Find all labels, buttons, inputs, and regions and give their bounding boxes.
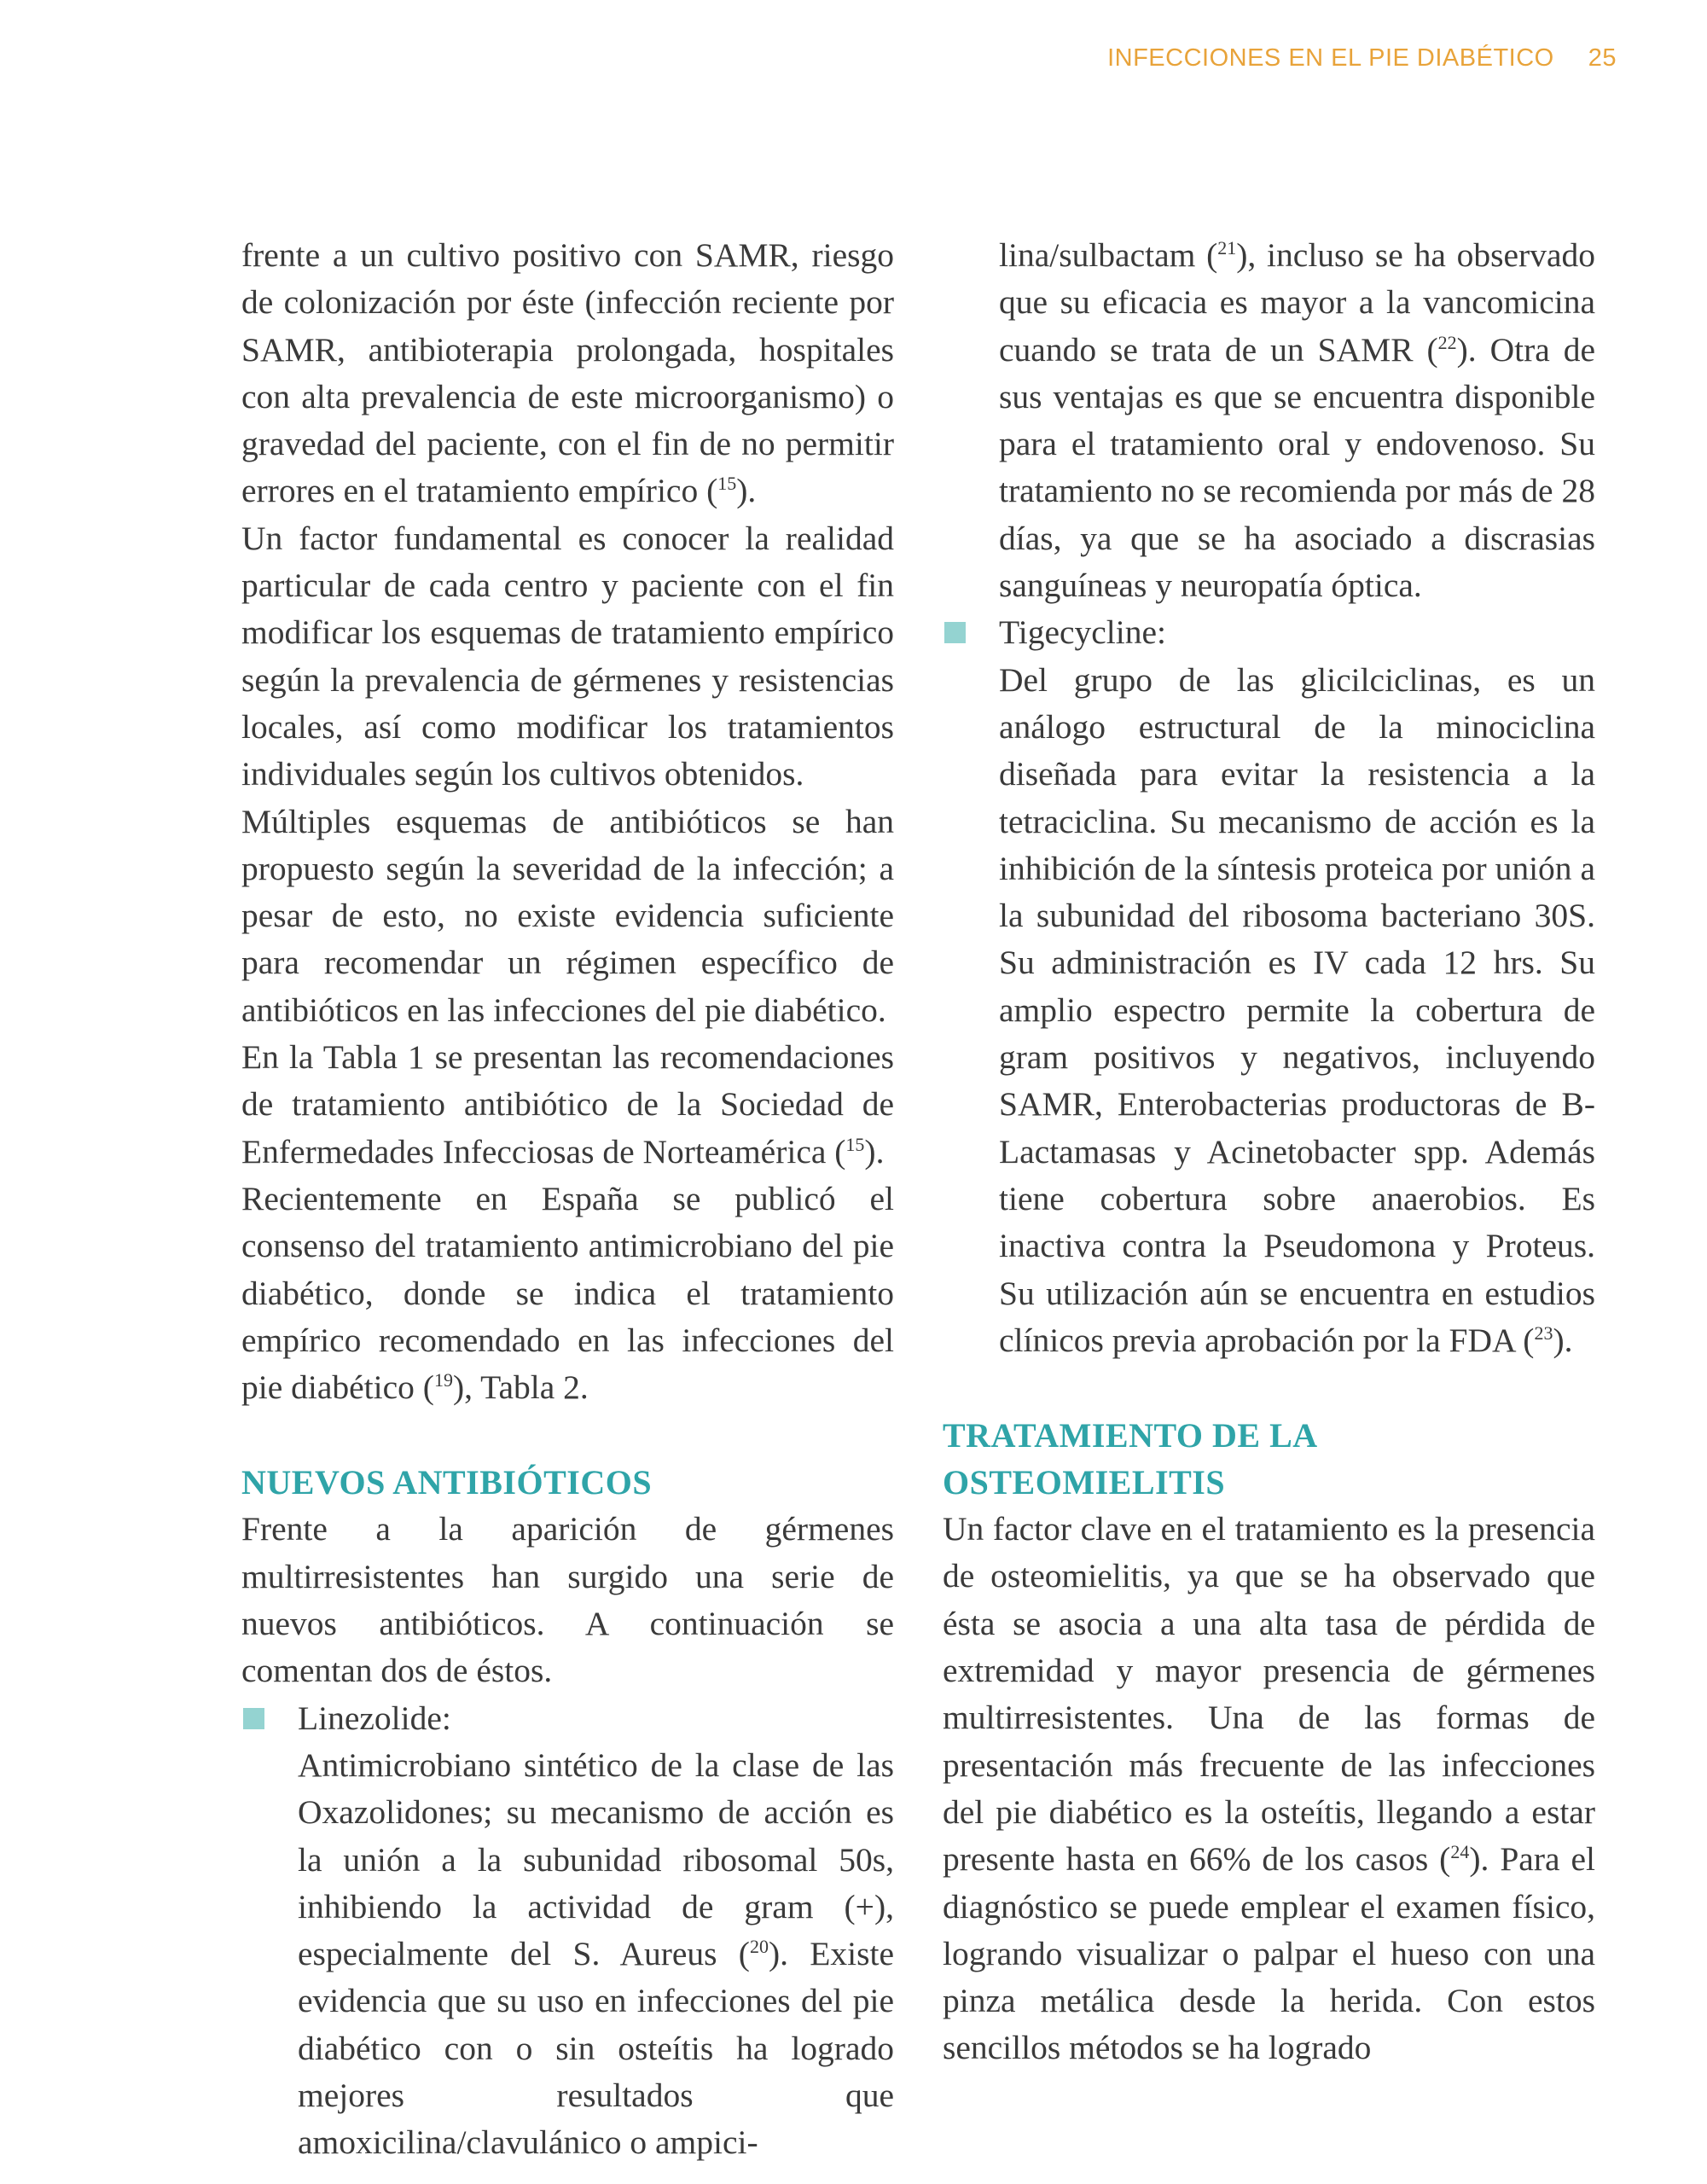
paragraph: En la Tabla 1 se presentan las recomendaciones de tratamiento antibiótico de la Sociedad de Enfermedades Infecciosas de Norteamérica ($^{15}$). (241, 1038, 894, 1170)
paragraph: Recientemente en España se publicó el consenso del tratamiento antimicrobiano del pie diabético, donde se indica el tratamiento empírico recomendado en las infecciones del pie diabético ($^{19}$), Tabla 2. (241, 1179, 894, 1407)
paragraph: Un factor clave en el tratamiento es la presencia de osteomielitis, ya que se ha observado que ésta se asocia a una alta tasa de pérdida de extremidad y mayor presencia de gérmenes multirresistentes. Una de las formas de presentación más frecuente de las infecciones del pie diabético es la osteítis, llegando a estar presente hasta en 66% de los casos ($^{24}$). Para el diagnóstico se puede emplear el examen físico, logrando visualizar o palpar el hueso con una pinza metálica desde la herida. Con estos sencillos métodos se ha logrado (943, 1510, 1595, 2067)
citation: 15 (717, 473, 737, 495)
bullet-title: Linezolide: (298, 1699, 451, 1737)
section-heading: NUEVOS ANTIBIÓTICOS (241, 1463, 653, 1502)
citation: 21 (1217, 236, 1237, 258)
citation: 19 (433, 1368, 453, 1391)
citation: 15 (845, 1133, 865, 1155)
bullet-item (241, 1695, 894, 2167)
bullet-square-icon (944, 622, 966, 643)
paragraph: Frente a la aparición de gérmenes multirresistentes han surgido una serie de nuevos antibióticos. A continuación se comentan dos de éstos. (241, 1510, 894, 1690)
header-title: INFECCIONES EN EL PIE DIABÉTICO (1107, 44, 1554, 72)
left-column (241, 232, 894, 2167)
section-heading: TRATAMIENTO DE LA OSTEOMIELITIS (943, 1416, 1318, 1502)
citation: 20 (749, 1935, 769, 1957)
right-column (943, 232, 1595, 2072)
paragraph: Múltiples esquemas de antibióticos se han propuesto según la severidad de la infección; a pesar de esto, no existe evidencia suficiente para recomendar un régimen específico de antibióticos en las infecciones del pie diabético. (241, 802, 894, 1029)
paragraph: Un factor fundamental es conocer la realidad particular de cada centro y paciente con el fin modificar los esquemas de tratamiento empírico según la prevalencia de gérmenes y resistencias locales, así como modificar los tratamientos individuales según los cultivos obtenidos. (241, 519, 894, 793)
citation: 24 (1450, 1841, 1470, 1863)
citation: 23 (1534, 1321, 1553, 1344)
bullet-text: Del grupo de las glicilciclinas, es un análogo estructural de la minociclina diseñada para evitar la resistencia a la tetraciclina. Su mecanismo de acción es la inhibición de la síntesis proteica por unión a la subunidad del ribosoma bacteriano 30S. Su administración es IV cada 12 hrs. Su amplio espectro permite la cobertura de gram positivos y negativos, incluyendo SAMR, Enterobacterias productoras de B-Lactamasas y Acinetobacter spp. Además tiene cobertura sobre anaerobios. Es inactiva contra la Pseudomona y Proteus. Su utilización aún se encuentra en estudios clínicos previa aprobación por la FDA ($^{23}$). (999, 660, 1595, 1359)
citation: 22 (1437, 331, 1457, 353)
bullet-title: Tigecycline: (999, 613, 1167, 652)
bullet-text: Antimicrobiano sintético de la clase de las Oxazolidones; su mecanismo de acción es la unión a la subunidad ribosomal 50s, inhibiendo la actividad de gram (+), especialmente del S. Aureus ($^{20}$). Existe evidencia que su uso en infecciones del pie diabético con o sin osteítis ha logrado mejores resultados que amoxicilina/clavulánico o ampici- (298, 1745, 895, 2162)
bullet-square-icon (243, 1708, 264, 1729)
bullet-continuation (943, 232, 1595, 609)
paragraph: frente a un cultivo positivo con SAMR, riesgo de colonización por éste (infección reciente por SAMR, antibioterapia prolongada, hospitales con alta prevalencia de este microorganismo) o gravedad del paciente, con el fin de no permitir errores en el tratamiento empírico ($^{15}$). (241, 236, 894, 510)
bullet-item (943, 609, 1595, 1364)
page-number: 25 (1588, 44, 1617, 72)
running-header (1107, 44, 1617, 73)
bullet-text: lina/sulbactam ($^{21}$), incluso se ha observado que su eficacia es mayor a la vancomicina cuando se trata de un SAMR ($^{22}$). Otra de sus ventajas es que se encuentra disponible para el tratamiento oral y endovenoso. Su tratamiento no se recomienda por más de 28 días, ya que se ha asociado a discrasias sanguíneas y neuropatía óptica. (999, 236, 1595, 605)
